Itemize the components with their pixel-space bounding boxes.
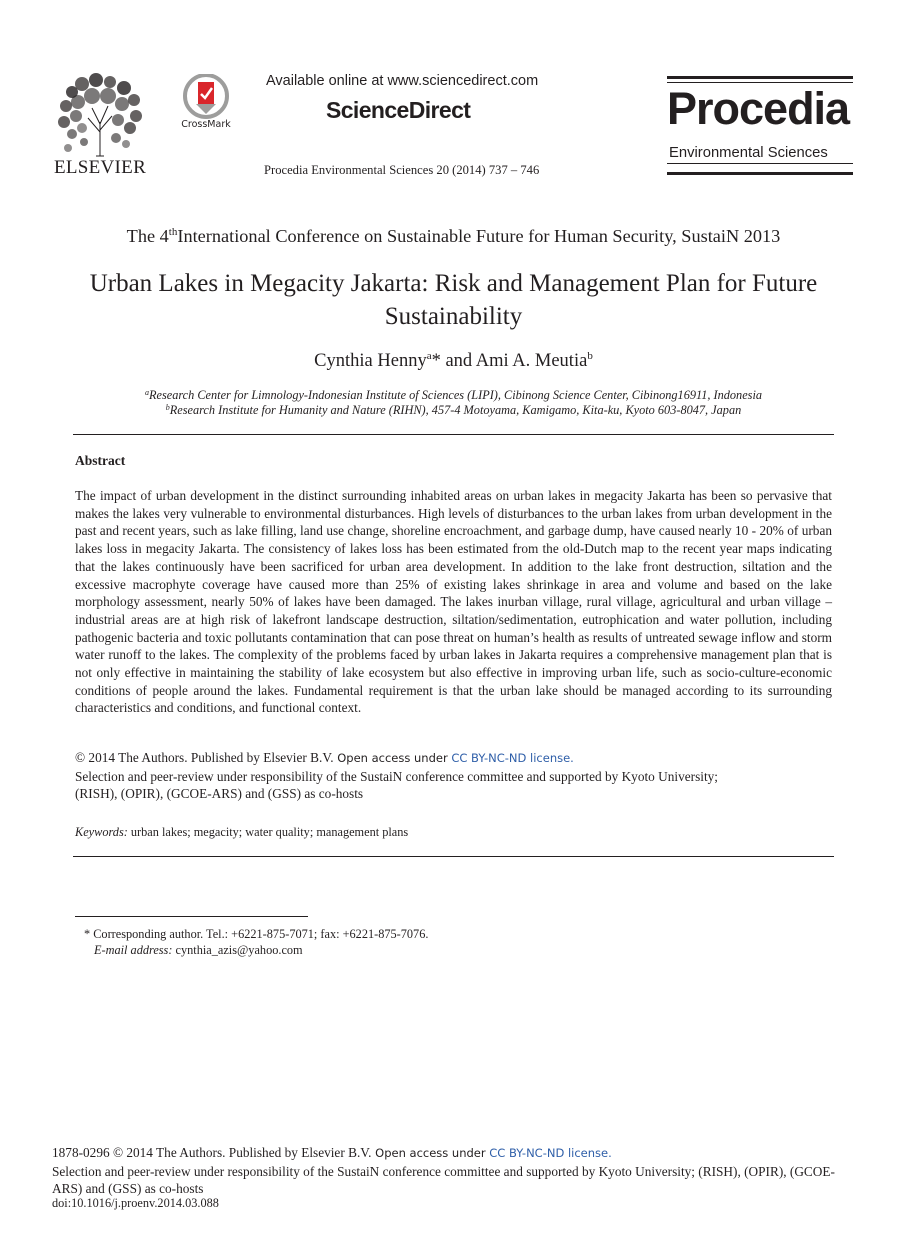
footer-copyright-line — [52, 1144, 862, 1163]
email-label: E-mail address: — [94, 943, 173, 957]
keywords-label: Keywords: — [75, 825, 128, 839]
divider-bottom — [73, 856, 834, 857]
conference-prefix: The 4 — [126, 226, 169, 246]
keywords-line — [75, 825, 408, 840]
copyright-line — [75, 749, 832, 768]
affiliation-a-text: Research Center for Limnology-Indonesian Institute of Sciences (LIPI), Cibinong Science Center, Cibinong16911, Indonesia — [148, 388, 763, 402]
affiliation-a — [0, 388, 907, 403]
review-line-1: Selection and peer-review under responsibility of the SustaiN conference committee and supported by Kyoto University; — [75, 768, 718, 784]
license-link[interactable]: CC BY-NC-ND license. — [451, 751, 574, 765]
footer-issn-copyright: 1878-0296 © 2014 The Authors. Published by Elsevier B.V. — [52, 1145, 372, 1160]
footer-license-link[interactable]: CC BY-NC-ND license. — [489, 1146, 612, 1160]
elsevier-wordmark: ELSEVIER — [53, 157, 147, 178]
author-1-sup: a — [426, 350, 432, 362]
keywords-list: urban lakes; megacity; water quality; management plans — [127, 825, 409, 839]
paper-title: Urban Lakes in Megacity Jakarta: Risk and Management Plan for Future Sustainability — [89, 270, 818, 330]
conference-rest: International Conference on Sustainable Future for Human Security, SustaiN 2013 — [177, 226, 781, 246]
affiliation-b-sup: b — [165, 403, 170, 412]
author-2-sup: b — [587, 350, 593, 362]
abstract-heading: Abstract — [75, 453, 126, 468]
footnote-email — [94, 943, 303, 958]
doi[interactable]: doi:10.1016/j.proenv.2014.03.088 — [52, 1196, 219, 1210]
masthead-rule-mid — [667, 163, 853, 164]
corresponding-mark: * — [431, 351, 441, 371]
authors-line — [0, 351, 907, 372]
email-address[interactable]: cynthia_azis@yahoo.com — [172, 943, 303, 957]
masthead-rule-top — [667, 76, 853, 79]
footnote-mark: * — [84, 927, 91, 941]
sciencedirect-logo: ScienceDirect — [326, 97, 471, 123]
footer-review: Selection and peer-review under responsibility of the SustaiN conference committee and supported by Kyoto University; (RISH), (OPIR), (GCOE-ARS) and (GSS) as co-hosts — [52, 1163, 835, 1197]
available-online-text: Available online at www.sciencedirect.com — [266, 73, 539, 89]
footer-open-access: Open access under — [371, 1146, 490, 1160]
copyright-prefix: © 2014 The Authors. Published by Elsevier B.V. — [75, 750, 334, 765]
conference-sup: th — [168, 226, 178, 238]
authors-and: and — [440, 351, 476, 371]
affiliation-a-sup: a — [144, 388, 149, 397]
affiliation-b — [0, 403, 907, 418]
procedia-subtitle: Environmental Sciences — [669, 145, 828, 161]
abstract-body: The impact of urban development in the distinct surrounding inhabited areas on urban lakes in megacity Jakarta has been so pervasive that makes the lakes very vulnerable to environmental disturbances. High levels of disturbances to the urban lakes from urban development in the past and recent years, such as lake filling, land use change, shoreline encroachment, and garbage dump, have caused nearly 10 - 20% of urban lakes loss in megacity Jakarta. The consistency of lakes loss has been estimated from the old-Dutch map to the recent year maps indicating that the lakes continuously have been sacrificed for urban area development. In addition to the lake front destruction, siltation and the excessive macrophyte coverage have caused more than 25% of existing lakes shrinkage in area and volume and based on the lake morphology assessment, nearly 50% of lakes have been damaged. The lakes inurban village, rural village, agricultural and urban village – industrial areas are at high risk of lakefront landscape destruction, siltation/sedimentation, eutrophication and water pollution, including pathogenic bacteria and toxic pollutants contamination that can pose threat on human’s health as results of untreated sewage inflow and storm water runoff to the lakes. The complexity of the problems faced by urban lakes in Jakarta requires a comprehensive management plan that is not only effective in maintaining the stability of lake ecosystem but also effective in improving urban life, such as socio-culture-economic conditions of people around the lakes. Fundamental requirement is that the urban lake should be managed according to its surrounding characteristics and conditions, and functional context. — [75, 488, 832, 716]
footnote-contact: Corresponding author. Tel.: +6221-875-7071; fax: +6221-875-7076. — [90, 927, 429, 941]
page-footer — [52, 1144, 862, 1198]
divider-top — [73, 434, 834, 435]
author-2: Ami A. Meutia — [475, 351, 588, 371]
copyright-block — [75, 749, 832, 803]
footnote-corresponding — [84, 927, 428, 942]
review-line-2: (RISH), (OPIR), (GCOE-ARS) and (GSS) as co-hosts — [75, 786, 364, 802]
conference-line — [0, 226, 907, 247]
open-access-text: Open access under — [333, 751, 452, 765]
author-1: Cynthia Henny — [314, 351, 427, 371]
journal-reference: Procedia Environmental Sciences 20 (2014) 737 – 746 — [264, 163, 540, 177]
crossmark-label: CrossMark — [181, 119, 231, 130]
masthead-rule-bottom — [667, 172, 853, 175]
affiliation-b-text: Research Institute for Humanity and Nature (RIHN), 457-4 Motoyama, Kamigamo, Kita-ku, Kyoto 603-8047, Japan — [169, 403, 742, 417]
footnote-rule — [75, 916, 308, 917]
procedia-title: Procedia — [667, 83, 850, 134]
